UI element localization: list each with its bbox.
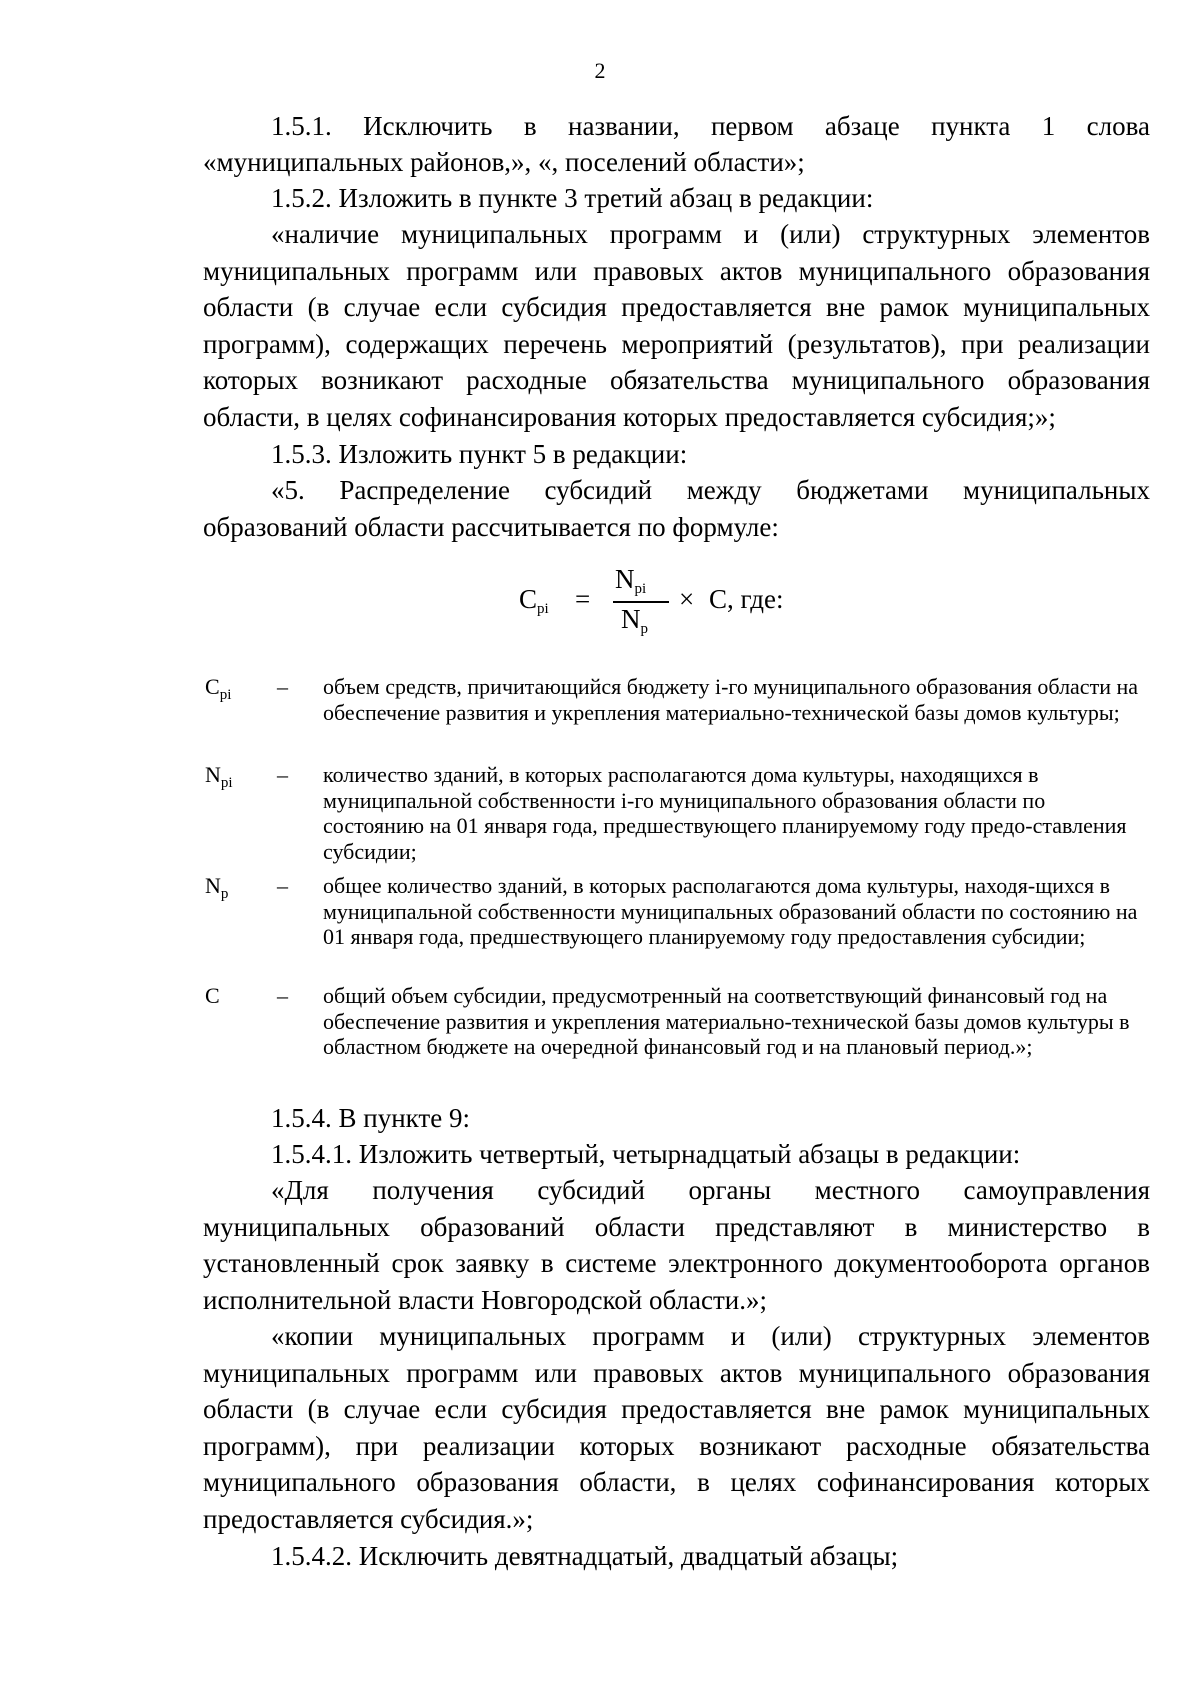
paragraph-1-5-2: 1.5.2. Изложить в пункте 3 третий абзац в редакции:	[271, 183, 874, 213]
definition-dash: –	[277, 762, 288, 787]
formula-times: ×	[679, 584, 695, 614]
paragraph-quote-kopii: «копии муниципальных программ и (или) структурных элементов муниципальных программ или правовых актов муниципального образования области (в случае если субсидия предоставляется вне рамок муниципальных программ), при реализации которых возникают расходные обязательства муниципального образования области, в целях софинансирования которых предоставляется субсидия.»;	[203, 1321, 1150, 1534]
definition-text: общий объем субсидии, предусмотренный на соответствующий финансовый год на обеспечение развития и укрепления материально-технической базы домов культуры в областном бюджете на очередной финансовый год и на плановый период.»;	[323, 983, 1130, 1059]
paragraph-1-5-4-1: 1.5.4.1. Изложить четвертый, четырнадцатый абзацы в редакции:	[271, 1139, 1021, 1169]
paragraph-quote-dlya: «Для получения субсидий органы местного самоуправления муниципальных образований области представляют в министерство в установленный срок заявку в системе электронного документооборота органов исполнительной власти Новгородской области.»;	[203, 1175, 1150, 1315]
paragraph-quote-5: «5. Распределение субсидий между бюджетами муниципальных образований области рассчитывается по формуле:	[203, 475, 1150, 542]
definition-symbol: $N_{pi}$	[205, 762, 233, 791]
paragraph-1-5-4: 1.5.4. В пункте 9:	[271, 1103, 470, 1133]
definition-symbol: $C_{pi}$	[205, 674, 232, 703]
definition-text: количество зданий, в которых располагаются дома культуры, находящихся в муниципальной собственности i-го муниципального образования области по состоянию на 01 января года, предшествующего планируемому году предо-ставления субсидии;	[323, 762, 1127, 864]
paragraph-1-5-3: 1.5.3. Изложить пункт 5 в редакции:	[271, 439, 688, 469]
formula-rhs: C, где:	[709, 584, 784, 614]
formula-equals: =	[575, 584, 591, 614]
paragraph-1-5-1: 1.5.1. Исключить в названии, первом абзаце пункта 1 слова	[271, 111, 1150, 141]
definition-dash: –	[277, 983, 288, 1008]
definition-text: объем средств, причитающийся бюджету i-го муниципального образования области на обеспечение развития и укрепления материально-технической базы домов культуры;	[323, 674, 1138, 725]
definition-symbol: C	[205, 983, 220, 1008]
definition-dash: –	[277, 873, 288, 898]
definition-symbol: $N_p$	[205, 873, 229, 902]
fraction-bar	[613, 601, 669, 603]
page-number: 2	[594, 58, 606, 83]
paragraph-1-5-4-2: 1.5.4.2. Исключить девятнадцатый, двадцатый абзацы;	[271, 1541, 899, 1571]
formula-denominator: $N_p$	[621, 604, 648, 637]
definition-text: общее количество зданий, в которых располагаются дома культуры, находя-щихся в муниципальной собственности муниципальных образований области по состоянию на 01 января года, предшествующего планируемому году предоставления субсидии;	[323, 873, 1138, 949]
definition-dash: –	[277, 674, 288, 699]
paragraph-1-5-1-cont: «муниципальных районов,», «, поселений области»;	[203, 147, 805, 177]
formula-lhs: $C_{pi}$	[519, 584, 549, 617]
formula-numerator: $N_{pi}$	[615, 564, 647, 597]
paragraph-quote-nalichie: «наличие муниципальных программ и (или) структурных элементов муниципальных программ или правовых актов муниципального образования области (в случае если субсидия предоставляется вне рамок муниципальных программ), содержащих перечень мероприятий (результатов), при реализации которых возникают расходные обязательства муниципального образования области, в целях софинансирования которых предоставляется субсидия;»;	[203, 219, 1150, 432]
